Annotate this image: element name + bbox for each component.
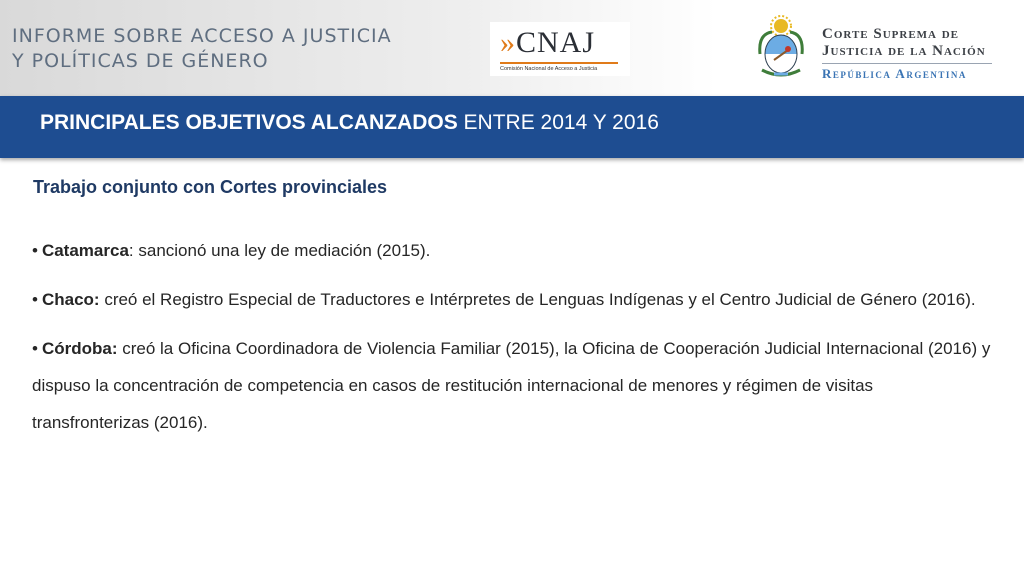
cnaj-logo	[490, 22, 630, 76]
cnaj-logo-name: CNAJ	[516, 26, 596, 59]
bullet-item-catamarca	[32, 232, 992, 269]
title-banner	[0, 96, 1024, 158]
slide-title-bold: PRINCIPALES OBJETIVOS ALCANZADOS	[40, 111, 458, 134]
court-name	[822, 26, 992, 82]
slide-title-rest: ENTRE 2014 Y 2016	[457, 111, 659, 134]
bullet-text: creó el Registro Especial de Traductores e Intérpretes de Lenguas Indígenas y el Centro Judicial de Género (2016).	[104, 290, 976, 309]
court-name-line1: Corte Suprema de	[822, 26, 960, 42]
bullet-list	[32, 232, 992, 453]
report-title-line2: Y POLÍTICAS DE GÉNERO	[12, 50, 269, 72]
section-title: Trabajo conjunto con Cortes provinciales	[33, 177, 388, 197]
bullet-text: creó la Oficina Coordinadora de Violencia Familiar (2015), la Oficina de Cooperación Judicial Internacional (2016) y dispuso la concentración de competencia en casos de restitución internacional de menores y régimen de visitas transfronterizas (2016).	[32, 339, 991, 432]
bullet-text: sancionó una ley de mediación (2015).	[138, 241, 431, 260]
bullet-marker: •	[32, 339, 38, 358]
sun-icon	[771, 16, 791, 36]
cnaj-logo-prefix: »	[500, 26, 516, 59]
cnaj-logo-rule	[500, 62, 618, 64]
court-name-line2: Justicia de la Nación	[822, 43, 986, 59]
bullet-item-cordoba	[32, 330, 992, 441]
bullet-marker: •	[32, 290, 38, 309]
bullet-marker: •	[32, 241, 38, 260]
cnaj-logo-subtitle: Comisión Nacional de Acceso a Justicia	[500, 66, 598, 72]
bullet-term: Córdoba:	[41, 339, 118, 358]
bullet-term: Chaco:	[41, 290, 100, 309]
cnaj-logo-mark	[500, 26, 595, 60]
report-title-line1: INFORME SOBRE ACCESO A JUSTICIA	[12, 25, 392, 47]
bullet-item-chaco	[32, 281, 992, 318]
report-title	[12, 24, 392, 74]
bullet-separator: :	[128, 241, 139, 260]
header	[0, 0, 1024, 96]
bullet-term: Catamarca	[41, 241, 129, 260]
argentina-coat-of-arms-icon	[752, 14, 810, 80]
court-country: República Argentina	[822, 66, 967, 81]
slide-title	[40, 110, 659, 136]
court-divider	[822, 63, 992, 64]
